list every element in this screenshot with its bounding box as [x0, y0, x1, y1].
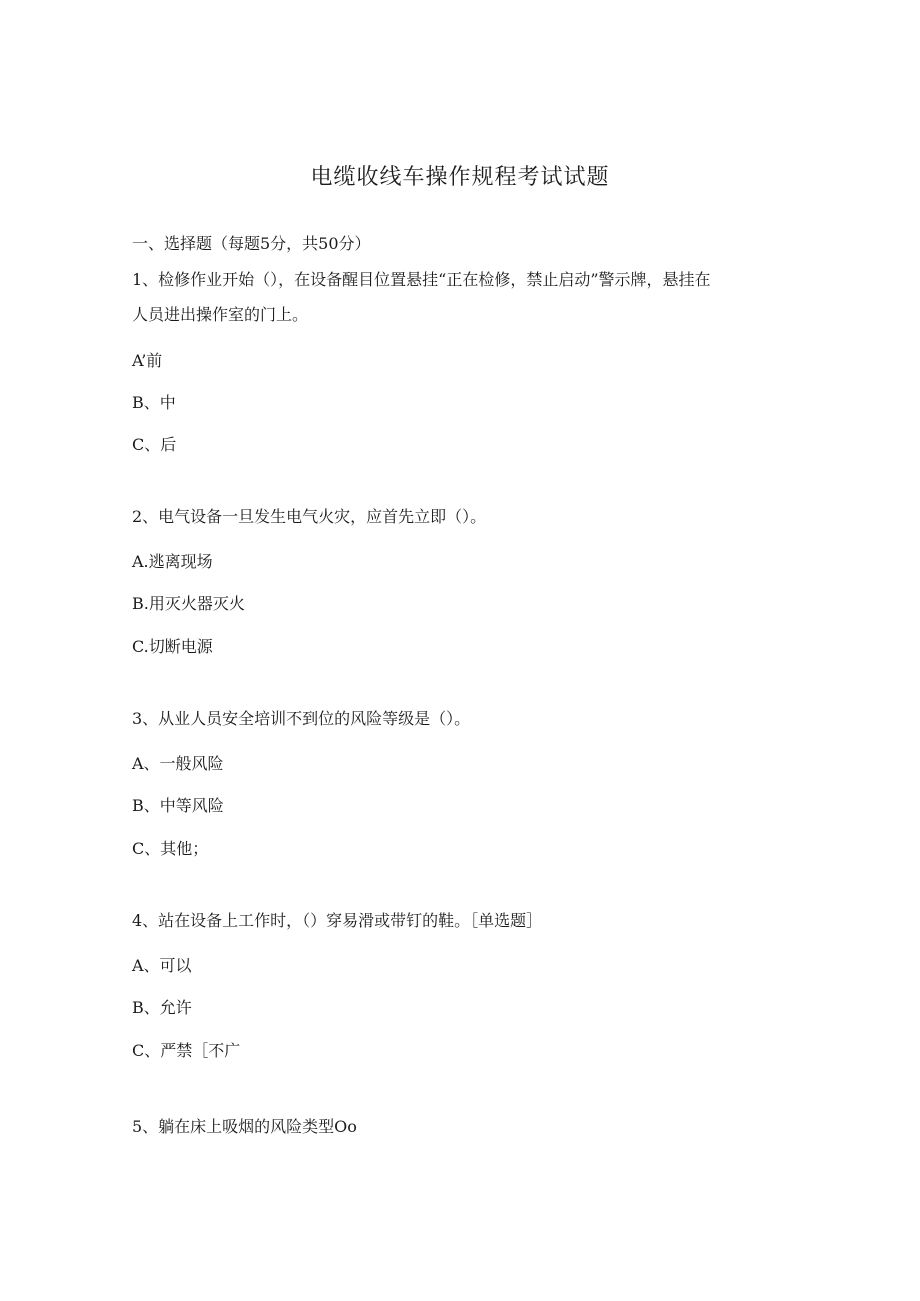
question-4-option-b: B、允许 — [132, 998, 192, 1017]
question-2-option-b: B.用灭火器灭火 — [132, 594, 245, 613]
question-2-stem: 2、电气设备一旦发生电气火灾，应首先立即（）。 — [132, 507, 487, 526]
question-1-option-c: C、后 — [132, 435, 177, 454]
page-title: 电缆收线车操作规程考试试题 — [310, 165, 610, 190]
question-4-option-c: C、严禁［不广 — [132, 1041, 241, 1060]
question-1-stem-line-2: 人员进出操作室的门上。 — [132, 305, 309, 324]
question-4-stem: 4、站在设备上工作时，（）穿易滑或带钉的鞋。［单选题］ — [132, 911, 543, 930]
question-4-option-a: A、可以 — [132, 956, 192, 975]
question-3-option-b: B、中等风险 — [132, 796, 224, 815]
question-5-stem: 5、躺在床上吸烟的风险类型Oo — [132, 1117, 357, 1136]
question-2-option-a: A.逃离现场 — [132, 552, 213, 571]
question-1-stem-line-1: 1、检修作业开始（），在设备醒目位置悬挂“正在检修，禁止启动”警示牌，悬挂在 — [132, 270, 711, 289]
question-3-stem: 3、从业人员安全培训不到位的风险等级是（）。 — [132, 709, 471, 728]
section-heading: 一、选择题（每题5分，共50分） — [132, 234, 371, 253]
question-1-option-a: A’前 — [132, 351, 163, 370]
question-3-option-c: C、其他； — [132, 839, 209, 858]
question-3-option-a: A、一般风险 — [132, 754, 224, 773]
question-1-option-b: B、中 — [132, 393, 176, 412]
question-2-option-c: C.切断电源 — [132, 637, 213, 656]
